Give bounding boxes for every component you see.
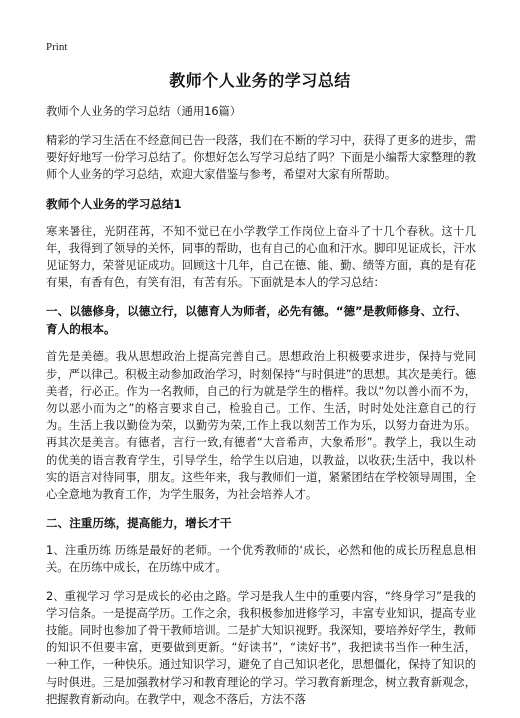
page-title: 教师个人业务的学习总结 [169,71,351,90]
print-label[interactable]: Print [46,41,68,53]
document-subtitle: 教师个人业务的学习总结（通用16篇） [46,105,242,118]
section-heading-2: 二、注重历练，提高能力，增长才干 [46,516,232,531]
body-paragraph: 首先是美德。我从思想政治上提高完善自己。思想政治上积极要求进步，保持与党同步，严以律己。积极主动参加政治学习，时刻保持“与时俱进”的思想。其次是美行。德美者，行必正。作为一名教师，自己的行为就是学生的楷样。我以“勿以善小而不为，勿以恶小而为之”的格言要求自己，检验自己。工作、生活，时时处处注意自己的行为。生活上我以勤俭为荣，以勤劳为荣,工作上我以刻苦工作为乐，以努力奋进为乐。再其次是美言。有德者，言行一致,有德者“大音希声，大象希形”。教学上，我以生动的优美的语言教育学生，引导学生，给学生以启迪，以教益，以收获;生活中，我以朴实的语言对待同事，朋友。这些年来，我与教师们一道，紧紧团结在学校领导周围，全心全意地为教育工作，为学生服务，为社会培养人才。 [46,350,476,502]
intro-paragraph: 精彩的学习生活在不经意间已告一段落，我们在不断的学习中，获得了更多的进步，需要好好地写一份学习总结了。你想好怎么写学习总结了吗？下面是小编帮大家整理的教师个人业务的学习总结，欢迎大家借鉴与参考，希望对大家有所帮助。 [46,134,476,182]
document-body [46,103,476,718]
section-title: 教师个人业务的学习总结1 [46,196,182,211]
section-paragraph: 寒来暑往，光阴荏苒，不知不觉已在小学教学工作岗位上奋斗了十几个春秋。这十几年，我得到了领导的关怀，同事的帮助，也有自己的心血和汗水。脚印见证成长，汗水见证努力，荣誉见证成功。回顾这十几年，自己在德、能、勤、绩等方面，真的是有花有果，有香有色，有笑有泪，有苦有乐。下面就是本人的学习总结： [46,224,476,290]
body-paragraph: 1、注重历练 历练是最好的老师。一个优秀教师的‘成长，必然和他的成长历程息息相关。在历练中成长，在历练中成才。 [46,544,476,575]
section-heading-1: 一、以德修身，以德立行，以德育人为师者，必先有德。“德”是教师修身、立行、育人的根本。 [46,304,468,337]
body-paragraph: 2、重视学习 学习是成长的必由之路。学习是我人生中的重要内容，“终身学习”是我的学习信条。一是提高学历。工作之余，我积极参加进修学习，丰富专业知识，提高专业技能。同时也参加了骨干教师培训。二是扩大知识视野。我深知，要培养好学生，教师的知识不但要丰富，更要做到更新。“好读书”，“读好书”，我把读书当作一种生活，一种工作，一种快乐。通过知识学习，避免了自己知识老化，思想僵化，保持了知识的与时俱进。三是加强教材学习和教育理论的学习。学习教育新理念，树立教育新观念，把握教育新动向。在教学中，观念不落后，方法不落 [46,589,476,706]
